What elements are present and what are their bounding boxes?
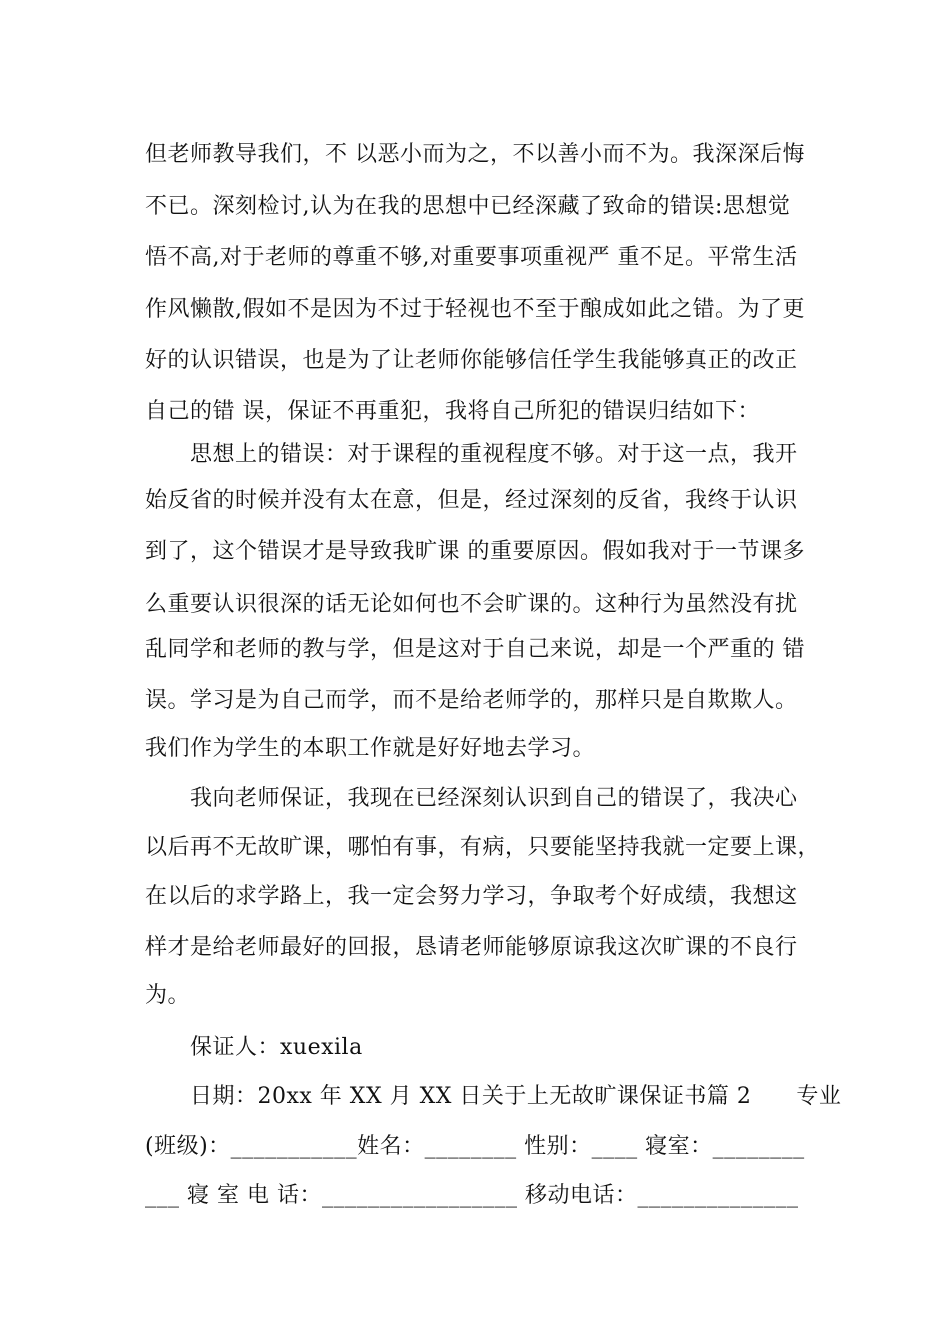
text-line: 以后再不无故旷课，哪怕有事，有病，只要能坚持我就一定要上课， [145,835,821,860]
paragraph-first-line: 思想上的错误：对于课程的重视程度不够。对于这一点，我开 [190,442,798,467]
form-phone-line: ___ 寝 室 电 话：_________________ 移动电话：______________ [145,1183,799,1208]
text-line: 悟不高,对于老师的尊重不够,对重要事项重视严 重不足。平常生活 [145,245,798,270]
text-line: 但老师教导我们，不 以恶小而为之，不以善小而不为。我深深后悔 [145,142,805,167]
text-line: 我们作为学生的本职工作就是好好地去学习。 [145,736,596,761]
paragraph-first-line: 我向老师保证，我现在已经深刻认识到自己的错误了，我决心 [190,786,798,811]
text-line: 样才是给老师最好的回报，恳请老师能够原谅我这次旷课的不良行 [145,935,798,960]
text-line: 乱同学和老师的教与学，但是这对于自己来说，却是一个严重的 错 [145,637,805,662]
text-line: 为。 [145,983,191,1008]
text-line: 不已。深刻检讨,认为在我的思想中已经深藏了致命的错误:思想觉 [145,194,791,219]
guarantor-line: 保证人：xuexila [190,1035,363,1060]
text-line: 始反省的时候并没有太在意，但是，经过深刻的反省，我终于认识 [145,488,798,513]
text-line: 在以后的求学路上，我一定会努力学习，争取考个好成绩，我想这 [145,884,798,909]
text-line: 作风懒散,假如不是因为不过于轻视也不至于酿成如此之错。为了更 [145,297,805,322]
form-class-name-line: (班级)：___________姓名：________ 性别：____ 寝室：________ [145,1134,805,1159]
text-line: 好的认识错误，也是为了让老师你能够信任学生我能够真正的改正 [145,348,798,373]
text-line: 到了，这个错误才是导致我旷课 的重要原因。假如我对于一节课多 [145,539,805,564]
text-line: 自己的错 误，保证不再重犯，我将自己所犯的错误归结如下： [145,399,760,424]
text-line: 么重要认识很深的话无论如何也不会旷课的。这种行为虽然没有扰 [145,592,798,617]
text-line: 误。学习是为自己而学，而不是给老师学的，那样只是自欺欺人。 [145,688,798,713]
date-line: 日期：20xx 年 XX 月 XX 日关于上无故旷课保证书篇 2 专业 [190,1084,842,1109]
